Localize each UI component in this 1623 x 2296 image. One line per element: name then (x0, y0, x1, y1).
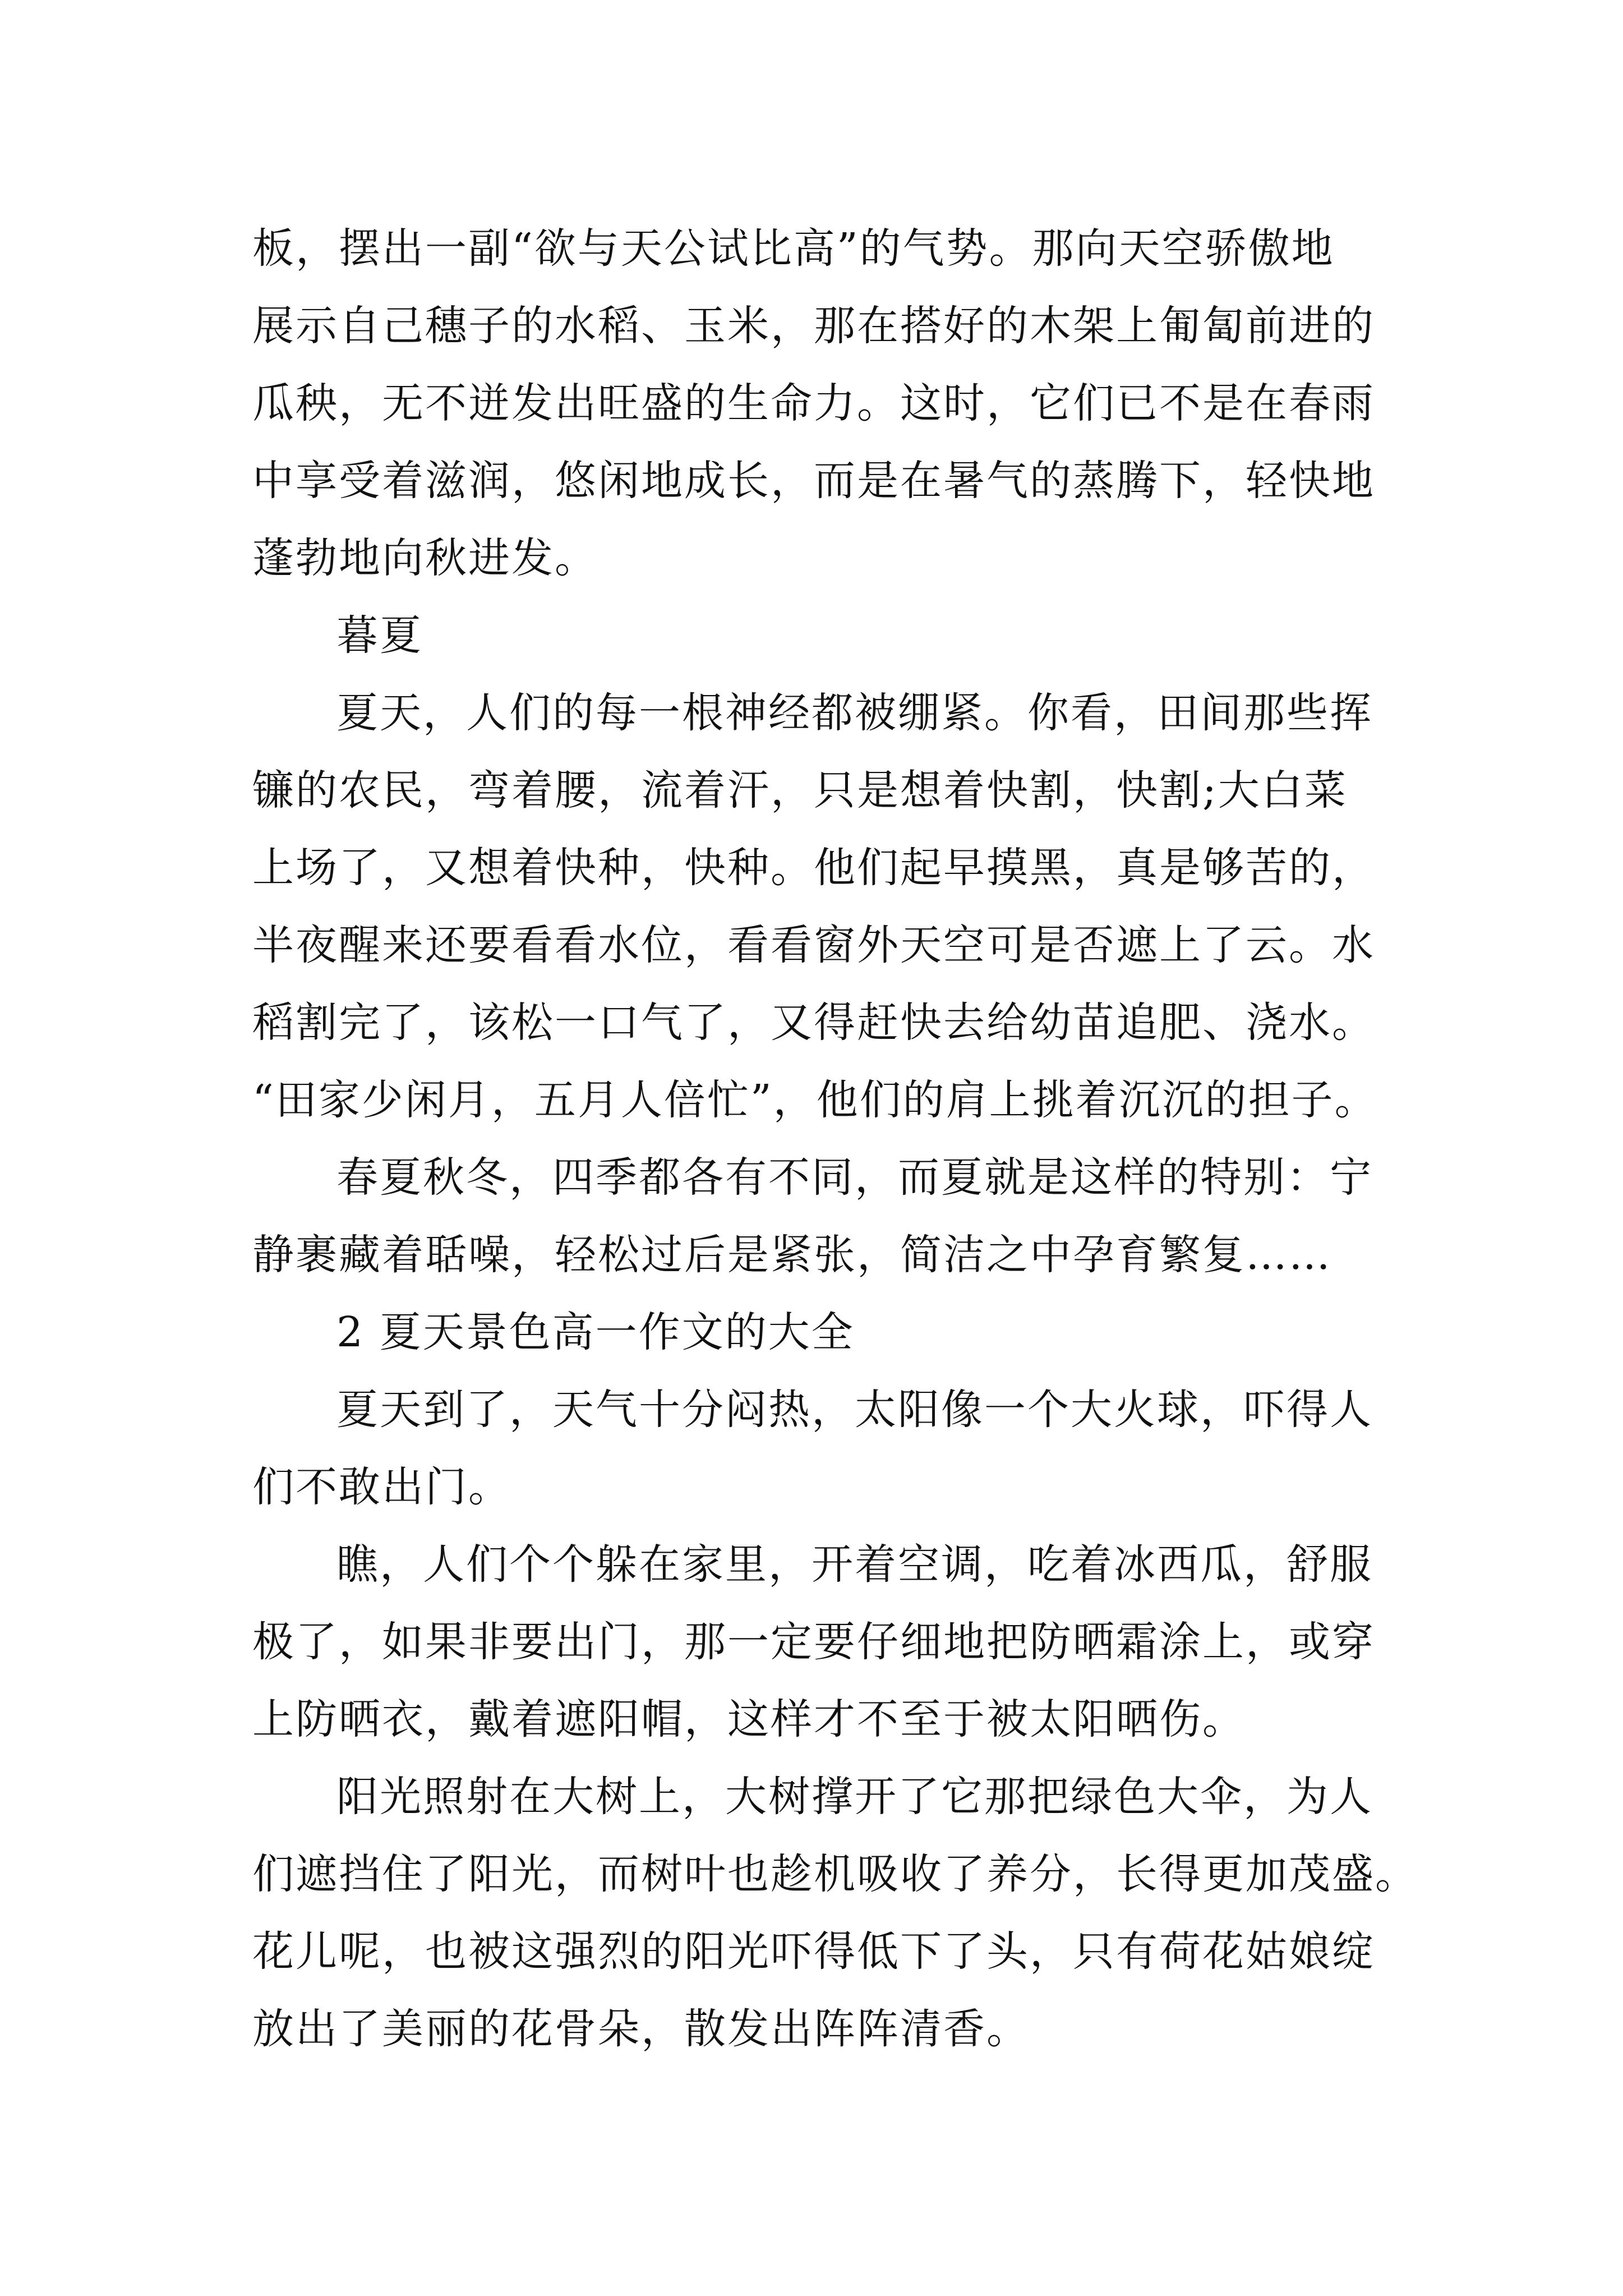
text-line: 瞧，人们个个躲在家里，开着空调，吃着冰西瓜，舒服 (336, 1540, 1373, 1589)
text-line: 中享受着滋润，悠闲地成长，而是在暑气的蒸腾下，轻快地 (252, 457, 1375, 505)
text-line: 阳光照射在大树上，大树撑开了它那把绿色大伞，为人 (336, 1773, 1373, 1821)
text-line: 板，摆出一副“欲与天公试比高”的气势。那向天空骄傲地 (252, 224, 1335, 273)
text-line: 镰的农民，弯着腰，流着汗，只是想着快割，快割;大白菜 (252, 766, 1348, 815)
text-line: 们不敢出门。 (252, 1463, 511, 1511)
text-line: 极了，如果非要出门，那一定要仔细地把防晒霜涂上，或穿 (252, 1618, 1375, 1666)
text-line: 稻割完了，该松一口气了，又得赶快去给幼苗追肥、浇水。 (252, 999, 1375, 1047)
text-line: 放出了美丽的花骨朵，散发出阵阵清香。 (252, 2005, 1030, 2053)
text-line: “田家少闲月，五月人倍忙”，他们的肩上挑着沉沉的担子。 (252, 1076, 1378, 1124)
section-heading: 2 夏天景色高一作文的大全 (336, 1308, 855, 1356)
text-line: 夏天到了，天气十分闷热，太阳像一个大火球，吓得人 (336, 1386, 1373, 1434)
section-heading: 暮夏 (336, 611, 423, 660)
text-line: 半夜醒来还要看看水位，看看窗外天空可是否遮上了云。水 (252, 921, 1375, 969)
text-line: 蓬勃地向秋进发。 (252, 534, 598, 582)
text-line: 上防晒衣，戴着遮阳帽，这样才不至于被太阳晒伤。 (252, 1695, 1246, 1743)
text-line: 瓜秧，无不迸发出旺盛的生命力。这时，它们已不是在春雨 (252, 379, 1375, 427)
text-line: 夏天，人们的每一根神经都被绷紧。你看，田间那些挥 (336, 689, 1373, 737)
text-line: 们遮挡住了阳光，而树叶也趁机吸收了养分，长得更加茂盛。 (252, 1850, 1418, 1898)
text-line: 春夏秋冬，四季都各有不同，而夏就是这样的特别：宁 (336, 1153, 1373, 1202)
text-line: 展示自己穗子的水稻、玉米，那在搭好的木架上匍匐前进的 (252, 302, 1375, 350)
text-line: 静裹藏着聒噪，轻松过后是紧张，简洁之中孕育繁复…… (252, 1231, 1332, 1279)
text-line: 上场了，又想着快种，快种。他们起早摸黑，真是够苦的， (252, 844, 1375, 892)
text-line: 花儿呢，也被这强烈的阳光吓得低下了头，只有荷花姑娘绽 (252, 1927, 1375, 1976)
